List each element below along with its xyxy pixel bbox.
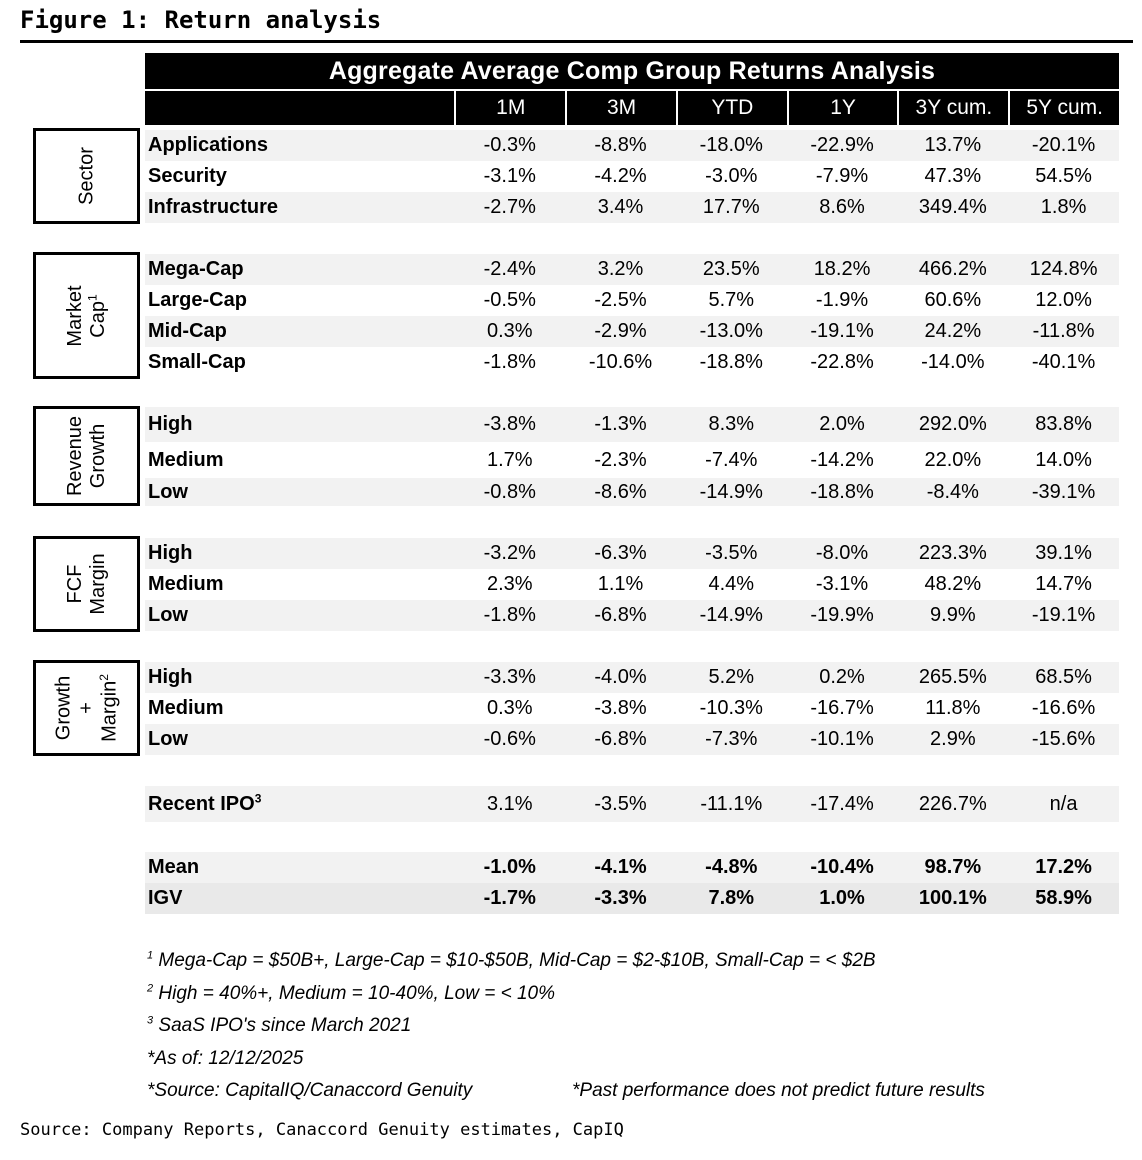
table-row-recent-ipo [145, 786, 1119, 822]
cell-3y-cum: 98.7% [924, 856, 982, 878]
cell-3y-cum: 13.7% [924, 134, 982, 156]
cell-5y-cum: 14.0% [1035, 448, 1092, 471]
cell-1m: -2.4% [483, 258, 536, 280]
cell-1y: -10.1% [810, 728, 874, 750]
row-label: High [148, 666, 193, 688]
col-header-5y-cum: 5Y cum. [1008, 91, 1119, 125]
cell-1y: -16.7% [810, 697, 874, 719]
cell-5y-cum: 12.0% [1035, 289, 1092, 311]
cell-3y-cum: 2.9% [930, 728, 976, 750]
cell-1y: 18.2% [813, 258, 871, 280]
as-of-note: *As of: 12/12/2025 [147, 1048, 304, 1069]
cell-1y: 1.0% [819, 887, 865, 909]
cell-1y: -18.8% [810, 480, 874, 503]
cell-3m: -3.3% [594, 887, 647, 909]
group-label-fcf-margin: FCF Margin [63, 553, 109, 615]
cell-1m: -3.1% [483, 165, 536, 187]
cell-ytd: -11.1% [700, 792, 763, 815]
cell-5y-cum: 39.1% [1035, 542, 1092, 564]
cell-5y-cum: -39.1% [1031, 480, 1096, 503]
cell-3m: -4.1% [594, 856, 647, 878]
cell-5y-cum: -15.6% [1031, 728, 1096, 750]
table-row-fcf-medium [145, 569, 1119, 600]
cell-ytd: -13.0% [699, 320, 763, 342]
cell-5y-cum: 83.8% [1035, 413, 1092, 435]
cell-3y-cum: 226.7% [918, 792, 987, 815]
cell-3y-cum: 265.5% [918, 666, 987, 688]
group-box-growth-margin [33, 660, 140, 756]
cell-1m: -3.3% [483, 666, 536, 688]
cell-1m: -1.8% [483, 351, 536, 373]
cell-3y-cum: 60.6% [924, 289, 982, 311]
group-box-market-cap [33, 252, 140, 379]
group-label-sector: Sector [75, 147, 97, 205]
table-row-revenue-medium [145, 442, 1119, 478]
footnote-2: $^2$ High = 40%+, Medium = 10-40%, Low = < 10% [147, 982, 556, 1004]
figure-title: Figure 1: Return analysis [20, 6, 382, 34]
row-label: Low [148, 480, 188, 503]
cell-1m: -1.7% [483, 887, 536, 909]
column-header-row [145, 89, 1119, 125]
cell-ytd: -7.3% [705, 728, 758, 750]
table-row-small-cap [145, 347, 1119, 378]
cell-3y-cum: 100.1% [918, 887, 987, 909]
group-label-revenue-growth: Revenue Growth [63, 415, 109, 497]
row-label: High [148, 413, 193, 435]
cell-3y-cum: 9.9% [930, 604, 976, 626]
table-title: Aggregate Average Comp Group Returns Analysis [145, 53, 1119, 89]
cell-3y-cum: 292.0% [918, 413, 987, 435]
cell-1m: 2.3% [486, 573, 533, 595]
source-line: Source: Company Reports, Canaccord Genuity estimates, CapIQ [20, 1120, 624, 1140]
cell-3m: -3.5% [594, 792, 647, 815]
table-row-mid-cap [145, 316, 1119, 347]
cell-1y: -1.9% [815, 289, 869, 311]
cell-ytd: 4.4% [708, 573, 755, 595]
cell-1m: -3.2% [483, 542, 536, 564]
cell-5y-cum: 124.8% [1029, 258, 1098, 280]
col-header-3y-cum: 3Y cum. [897, 91, 1008, 125]
cell-1y: -22.8% [810, 351, 874, 373]
cell-ytd: 8.3% [708, 413, 755, 435]
cell-3m: -2.9% [594, 320, 647, 342]
cell-1m: 0.3% [486, 320, 533, 342]
cell-3m: -2.3% [594, 448, 647, 471]
cell-1m: -0.6% [483, 728, 536, 750]
cell-3m: -4.0% [594, 666, 647, 688]
cell-3y-cum: 22.0% [924, 448, 982, 471]
cell-1y: -10.4% [810, 856, 874, 878]
cell-1y: -14.2% [810, 448, 874, 471]
row-label: Large-Cap [148, 289, 247, 311]
cell-5y-cum: 1.8% [1040, 196, 1087, 218]
group-label-growth-margin: Growth + Margin$^2$ [52, 674, 120, 742]
cell-ytd: -10.3% [699, 697, 763, 719]
cell-1y: -17.4% [810, 792, 874, 815]
group-box-revenue-growth [33, 406, 140, 506]
cell-5y-cum: -20.1% [1031, 134, 1096, 156]
cell-3m: -8.8% [594, 134, 647, 156]
row-label: Medium [148, 697, 224, 719]
table-row-gm-low [145, 724, 1119, 755]
cell-5y-cum: -40.1% [1031, 351, 1096, 373]
source-note: *Source: CapitalIQ/Canaccord Genuity [147, 1080, 473, 1101]
cell-1y: -19.9% [810, 604, 874, 626]
row-label: Medium [148, 573, 224, 595]
row-label: Low [148, 728, 188, 750]
cell-3m: -6.8% [594, 604, 647, 626]
table-row-mean [145, 852, 1119, 883]
cell-3y-cum: 48.2% [924, 573, 982, 595]
cell-ytd: -14.9% [699, 480, 763, 503]
cell-5y-cum: -19.1% [1031, 604, 1096, 626]
cell-3y-cum: 47.3% [924, 165, 982, 187]
returns-table [145, 53, 1119, 125]
cell-3m: 3.4% [597, 196, 644, 218]
cell-1m: 3.1% [486, 792, 533, 815]
cell-1y: 2.0% [819, 413, 865, 435]
cell-3m: 3.2% [597, 258, 644, 280]
group-box-sector [33, 128, 140, 224]
cell-1m: 1.7% [486, 448, 533, 471]
cell-5y-cum: 68.5% [1035, 666, 1092, 688]
cell-ytd: 23.5% [702, 258, 760, 280]
cell-1m: -1.0% [483, 856, 536, 878]
table-row-gm-high [145, 662, 1119, 693]
row-label: Security [148, 165, 227, 187]
cell-1m: -0.8% [483, 480, 536, 503]
table-row-igv [145, 883, 1119, 914]
cell-1m: -1.8% [483, 604, 536, 626]
header-label-spacer [145, 91, 454, 125]
col-header-1m: 1M [454, 91, 565, 125]
cell-ytd: -18.0% [699, 134, 763, 156]
cell-ytd: 5.7% [708, 289, 755, 311]
title-divider [20, 40, 1133, 43]
cell-3m: -3.8% [594, 697, 647, 719]
cell-1m: 0.3% [486, 697, 533, 719]
table-row-revenue-low [145, 478, 1119, 506]
cell-ytd: 17.7% [702, 196, 760, 218]
row-label: Applications [148, 134, 269, 156]
cell-1m: -0.3% [483, 134, 536, 156]
row-label: Medium [148, 448, 224, 471]
cell-3y-cum: 11.8% [925, 697, 981, 719]
cell-5y-cum: 14.7% [1035, 573, 1092, 595]
disclaimer-note: *Past performance does not predict future results [572, 1080, 985, 1101]
cell-3m: -2.5% [594, 289, 647, 311]
cell-1y: 8.6% [819, 196, 865, 218]
cell-3m: -1.3% [594, 413, 647, 435]
cell-5y-cum: n/a [1049, 792, 1078, 815]
row-label: Mega-Cap [148, 258, 244, 280]
cell-ytd: -4.8% [705, 856, 758, 878]
row-label: Mean [148, 856, 200, 878]
row-label: Small-Cap [148, 351, 246, 373]
cell-3y-cum: 349.4% [918, 196, 987, 218]
cell-1y: 0.2% [819, 666, 865, 688]
col-header-1y: 1Y [787, 91, 898, 125]
cell-ytd: -3.5% [705, 542, 758, 564]
cell-5y-cum: 17.2% [1035, 856, 1092, 878]
cell-3y-cum: -14.0% [921, 351, 985, 373]
cell-3y-cum: 24.2% [924, 320, 982, 342]
row-label: Infrastructure [148, 196, 279, 218]
cell-1y: -8.0% [815, 542, 869, 564]
cell-1y: -19.1% [810, 320, 874, 342]
cell-1y: -7.9% [815, 165, 869, 187]
table-row-fcf-high [145, 538, 1119, 569]
row-label: Mid-Cap [148, 320, 227, 342]
col-header-3m: 3M [565, 91, 676, 125]
cell-3m: -6.8% [594, 728, 647, 750]
row-label: Recent IPO$^3$ [148, 790, 262, 815]
cell-ytd: 7.8% [708, 887, 755, 909]
cell-5y-cum: -11.8% [1032, 320, 1095, 342]
cell-3y-cum: 466.2% [918, 258, 987, 280]
table-row-infrastructure [145, 192, 1119, 223]
cell-3m: -10.6% [588, 351, 653, 373]
footnote-3: $^3$ SaaS IPO's since March 2021 [147, 1014, 412, 1036]
cell-3m: -8.6% [594, 480, 647, 503]
footnote-1: $^1$ Mega-Cap = $50B+, Large-Cap = $10-$50B, Mid-Cap = $2-$10B, Small-Cap = < $2B [147, 949, 876, 971]
col-header-ytd: YTD [676, 91, 787, 125]
table-row-large-cap [145, 285, 1119, 316]
group-box-fcf-margin [33, 536, 140, 632]
row-label: High [148, 542, 193, 564]
cell-1m: -2.7% [483, 196, 536, 218]
cell-ytd: -18.8% [699, 351, 763, 373]
cell-5y-cum: -16.6% [1031, 697, 1096, 719]
cell-3m: 1.1% [597, 573, 644, 595]
group-label-market-cap: Market Cap$^1$ [63, 284, 109, 347]
cell-3y-cum: 223.3% [918, 542, 987, 564]
cell-3m: -6.3% [594, 542, 647, 564]
table-row-applications [145, 130, 1119, 161]
cell-1m: -3.8% [483, 413, 536, 435]
cell-3m: -4.2% [594, 165, 647, 187]
cell-ytd: -7.4% [705, 448, 758, 471]
cell-1y: -22.9% [810, 134, 874, 156]
cell-ytd: -3.0% [705, 165, 758, 187]
cell-ytd: -14.9% [699, 604, 763, 626]
table-row-revenue-high [145, 407, 1119, 442]
row-label: IGV [148, 887, 183, 909]
cell-1y: -3.1% [815, 573, 869, 595]
cell-3y-cum: -8.4% [926, 480, 979, 503]
table-row-security [145, 161, 1119, 192]
cell-1m: -0.5% [483, 289, 536, 311]
cell-5y-cum: 54.5% [1035, 165, 1092, 187]
row-label: Low [148, 604, 188, 626]
cell-5y-cum: 58.9% [1035, 887, 1092, 909]
table-row-fcf-low [145, 600, 1119, 631]
table-row-mega-cap [145, 254, 1119, 285]
cell-ytd: 5.2% [708, 666, 755, 688]
table-row-gm-medium [145, 693, 1119, 724]
